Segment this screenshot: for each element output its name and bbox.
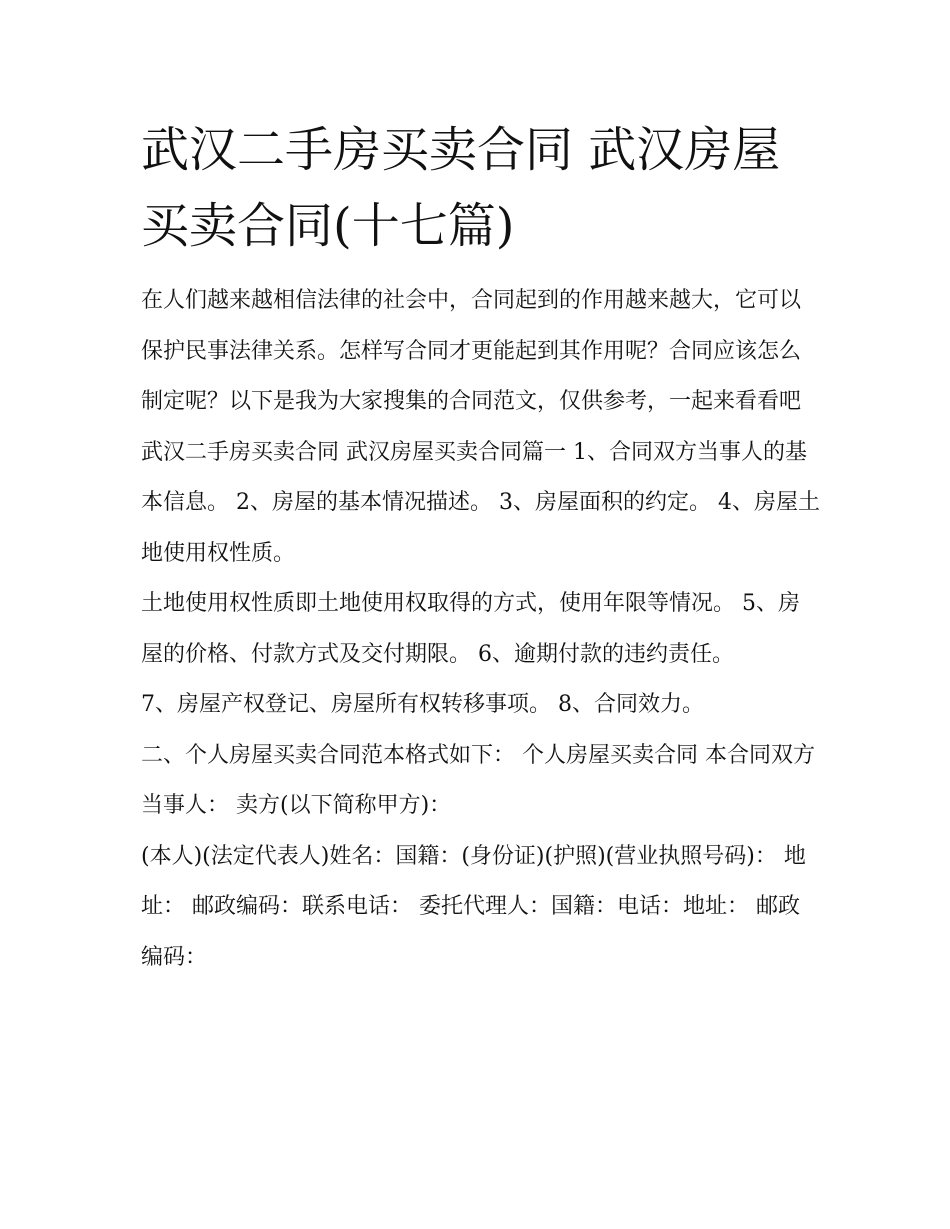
document-title: 武汉二手房买卖合同 武汉房屋买卖合同(十七篇) xyxy=(141,122,781,254)
paragraph-contract-items-2: 土地使用权性质即土地使用权取得的方式，使用年限等情况。 5、房屋的价格、付款方式及交付期限。 6、逾期付款的违约责任。 xyxy=(141,591,800,667)
paragraph-contract-items-1: 武汉二手房买卖合同 武汉房屋买卖合同篇一 1、合同双方当事人的基本信息。 2、房屋的基本情况描述。 3、房屋面积的约定。 4、房屋土地使用权性质。 xyxy=(141,439,820,566)
document-body xyxy=(141,112,821,983)
paragraph-intro: 在人们越来越相信法律的社会中，合同起到的作用越来越大，它可以保护民事法律关系。怎样写合同才更能起到其作用呢？合同应该怎么制定呢？以下是我为大家搜集的合同范文，仅供参考，一起来看看吧 xyxy=(141,288,802,414)
paragraph-contract-items-3: 7、房屋产权登记、房屋所有权转移事项。 8、合同效力。 xyxy=(141,692,704,717)
paragraph-template-intro: 二、个人房屋买卖合同范本格式如下： 个人房屋买卖合同 本合同双方当事人： 卖方(以下简称甲方)： xyxy=(141,742,815,818)
paragraph-seller-info: (本人)(法定代表人)姓名：国籍：(身份证)(护照)(营业执照号码)： 地址： 邮政编码：联系电话： 委托代理人：国籍：电话：地址： 邮政编码： xyxy=(141,843,806,970)
